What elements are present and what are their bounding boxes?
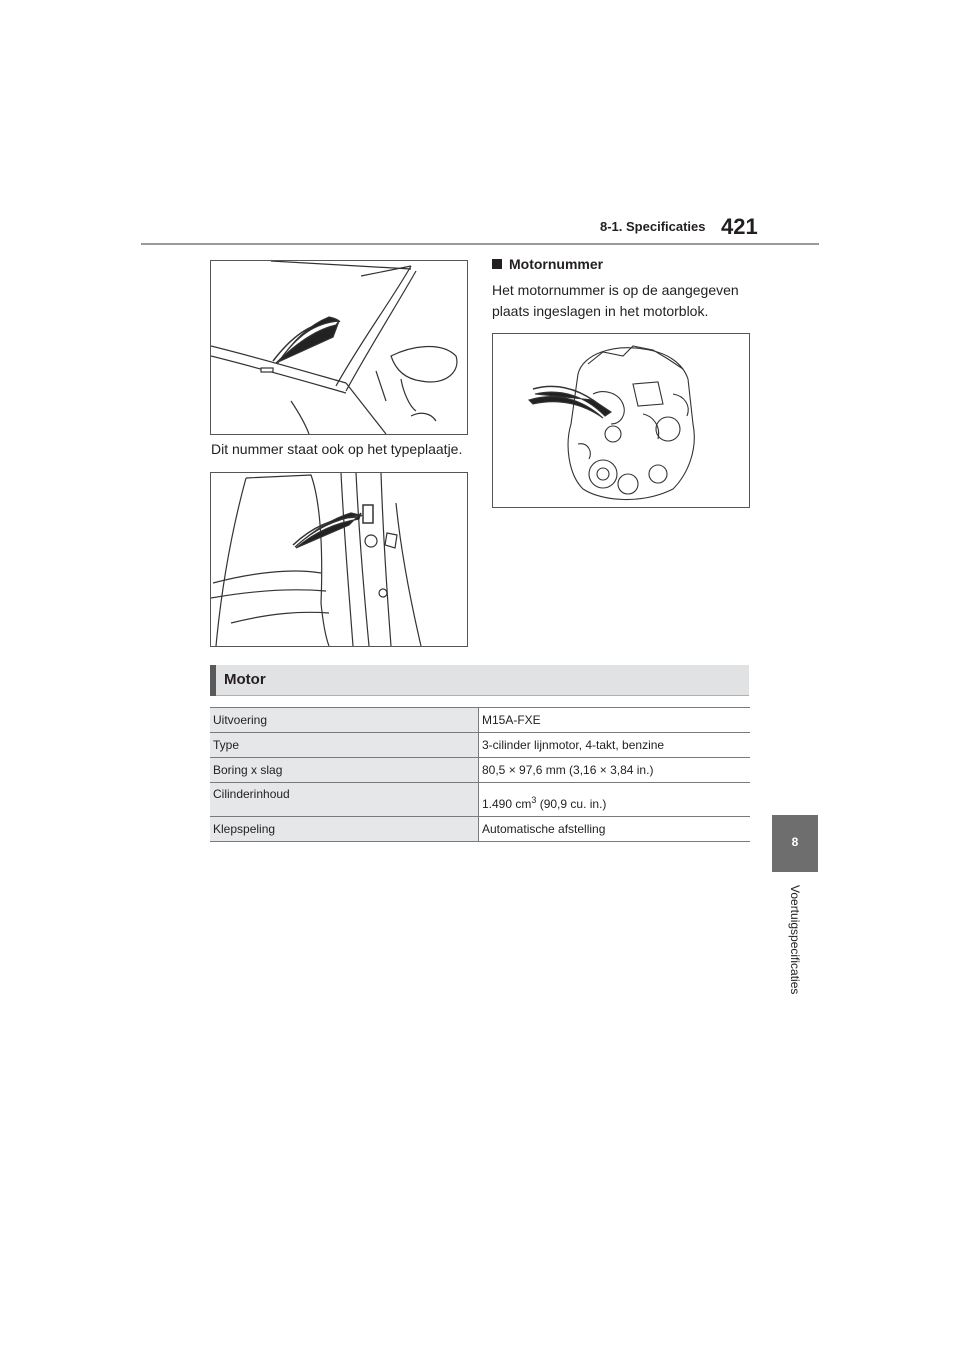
spec-label: Boring x slag	[210, 758, 479, 783]
table-row	[210, 758, 750, 783]
header-divider	[141, 243, 819, 245]
table-row	[210, 708, 750, 733]
spec-value: Automatische afstelling	[479, 817, 751, 842]
page-number: 421	[721, 214, 758, 239]
section-header-motor	[210, 665, 749, 696]
spec-value-prefix: 1.490 cm	[482, 796, 532, 811]
spec-label: Klepspeling	[210, 817, 479, 842]
section-title: Motor	[224, 671, 266, 688]
black-square-icon	[492, 259, 502, 269]
chapter-tab[interactable]	[772, 815, 818, 872]
spec-label: Cilinderinhoud	[210, 783, 479, 817]
table-row	[210, 817, 750, 842]
subheading-text: Motornummer	[509, 256, 604, 272]
chapter-title: Voertuigspecificaties	[788, 885, 802, 995]
figure-caption: Dit nummer staat ook op het typeplaatje.	[211, 441, 463, 457]
chapter-tab-label	[786, 885, 804, 1015]
spec-value-suffix: (90,9 cu. in.)	[536, 796, 607, 811]
spec-value	[479, 783, 751, 817]
table-row	[210, 733, 750, 758]
figure-engine-block	[492, 333, 750, 508]
table-row	[210, 783, 750, 817]
spec-value: M15A-FXE	[479, 708, 751, 733]
spec-value-superscript: 3	[531, 794, 537, 805]
section-reference: 8-1. Specificaties	[600, 219, 706, 234]
spec-label: Uitvoering	[210, 708, 479, 733]
spec-label: Type	[210, 733, 479, 758]
section-accent-bar	[210, 665, 216, 696]
subheading-motornummer	[492, 256, 603, 272]
spec-value: 80,5 × 97,6 mm (3,16 × 3,84 in.)	[479, 758, 751, 783]
spec-value: 3-cilinder lijnmotor, 4-takt, benzine	[479, 733, 751, 758]
figure-windshield-vin	[210, 260, 468, 435]
body-paragraph: Het motornummer is op de aangegeven plaats ingeslagen in het motorblok.	[492, 282, 739, 319]
chapter-number: 8	[791, 835, 799, 849]
engine-spec-table	[210, 707, 750, 842]
figure-b-pillar-plate	[210, 472, 468, 647]
